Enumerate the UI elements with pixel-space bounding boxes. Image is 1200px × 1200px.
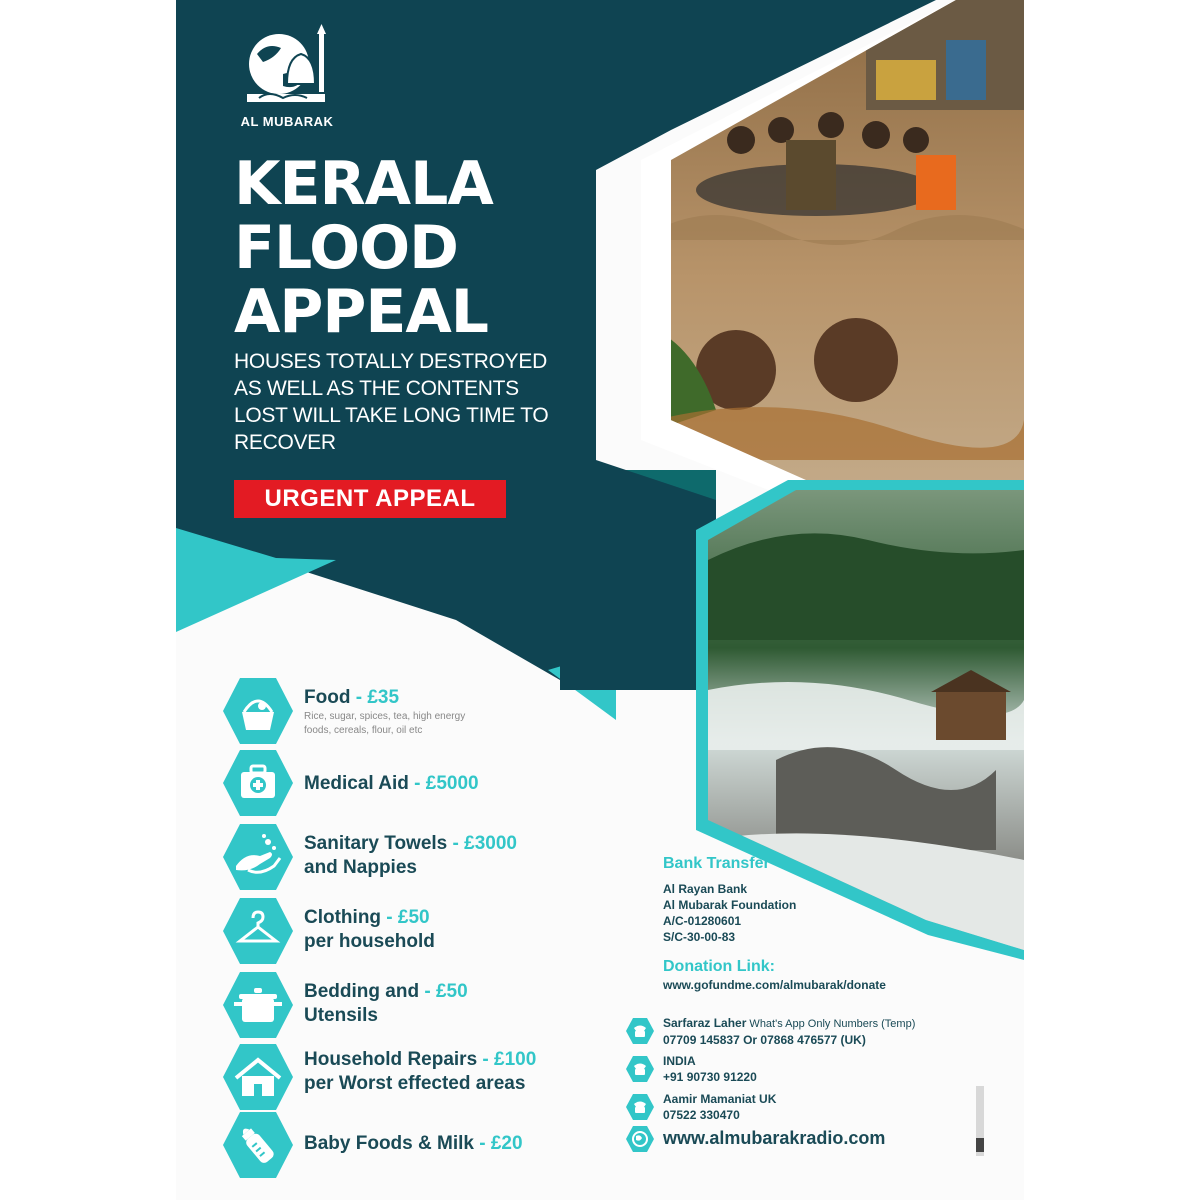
phone-icon [626,1093,654,1121]
design-credit-mark [974,1086,986,1156]
account-name: Al Mubarak Foundation [663,898,797,912]
headline-line-1: KERALA [234,149,493,219]
item-food-name: Food [304,687,351,708]
phone-icon [626,1017,654,1045]
baby-bottle-icon [222,1110,294,1180]
urgent-appeal-badge: URGENT APPEAL [234,480,506,518]
headline [234,149,493,347]
account-number: A/C-01280601 [663,914,742,928]
item-repairs-price: - £100 [477,1049,537,1070]
contact-aamir-numbers: 07522 330470 [663,1108,740,1122]
item-household-repairs [222,1042,602,1116]
medical-kit-icon [222,748,294,818]
headline-line-3: APPEAL [234,277,489,347]
donation-link[interactable]: www.gofundme.com/almubarak/donate [663,978,886,992]
item-bedding-utensils [222,970,602,1044]
item-repairs-name: Household Repairs [304,1049,478,1070]
hand-washing-icon [222,822,294,892]
brand-name: AL MUBARAK [240,114,334,129]
item-clothing-name: Clothing [304,907,382,928]
cooking-pot-icon [222,970,294,1040]
contact-sarfaraz-name: Sarfaraz Laher [663,1016,747,1030]
contact-aamir-name: Aamir Mamaniat UK [663,1092,777,1106]
phone-icon [626,1055,654,1083]
item-food-price: - £35 [350,687,400,708]
contact-india-numbers: +91 90730 91220 [663,1070,757,1084]
item-medical-aid-price: - £5000 [408,773,479,794]
item-medical-aid-name: Medical Aid [304,773,409,794]
contact-aamir [626,1091,956,1127]
food-basket-icon [222,676,294,746]
item-clothing-price: - £50 [381,907,430,928]
item-baby-foods [222,1110,602,1184]
item-food-detail: Rice, sugar, spices, tea, high energy foods, cereals, flour, oil etc [304,711,466,736]
item-baby-name: Baby Foods & Milk [304,1133,474,1154]
item-sanitary-price: - £3000 [447,833,517,854]
contact-india [626,1053,956,1089]
subtitle: HOUSES TOTALLY DESTROYED AS WELL AS THE CONTENTS LOST WILL TAKE LONG TIME TO RECOVER [234,350,549,454]
item-medical-aid [222,748,602,822]
item-bedding-line2: Utensils [304,1005,378,1026]
item-repairs-line2: per Worst effected areas [304,1073,526,1094]
globe-mosque-icon [239,24,335,110]
donation-title: Donation Link: [663,958,775,975]
bank-transfer-section [663,855,993,945]
item-sanitary-towels [222,822,602,896]
item-sanitary-line2: and Nappies [304,857,417,878]
item-clothing-line2: per household [304,931,435,952]
globe-icon [626,1125,654,1153]
sort-code: S/C-30-00-83 [663,930,736,944]
item-food [222,676,602,750]
item-sanitary-name: Sanitary Towels [304,833,448,854]
headline-line-2: FLOOD [234,213,458,283]
contact-sarfaraz-note: What's App Only Numbers (Temp) [746,1018,916,1030]
item-baby-price: - £20 [473,1133,523,1154]
contact-sarfaraz [626,1015,956,1051]
bank-transfer-title: Bank Transfer [663,855,770,872]
flood-appeal-poster [176,0,1024,1200]
contact-sarfaraz-numbers: 07709 145837 Or 07868 476577 (UK) [663,1033,866,1047]
contact-india-name: INDIA [663,1054,696,1068]
item-bedding-price: - £50 [419,981,468,1002]
donation-section [663,958,886,992]
bank-name: Al Rayan Bank [663,882,748,896]
al-mubarak-logo [232,24,342,129]
item-bedding-name: Bedding and [304,981,420,1002]
clothes-hanger-icon [222,896,294,966]
item-clothing [222,896,602,970]
house-icon [222,1042,294,1112]
website-link[interactable]: www.almubarakradio.com [663,1128,886,1148]
